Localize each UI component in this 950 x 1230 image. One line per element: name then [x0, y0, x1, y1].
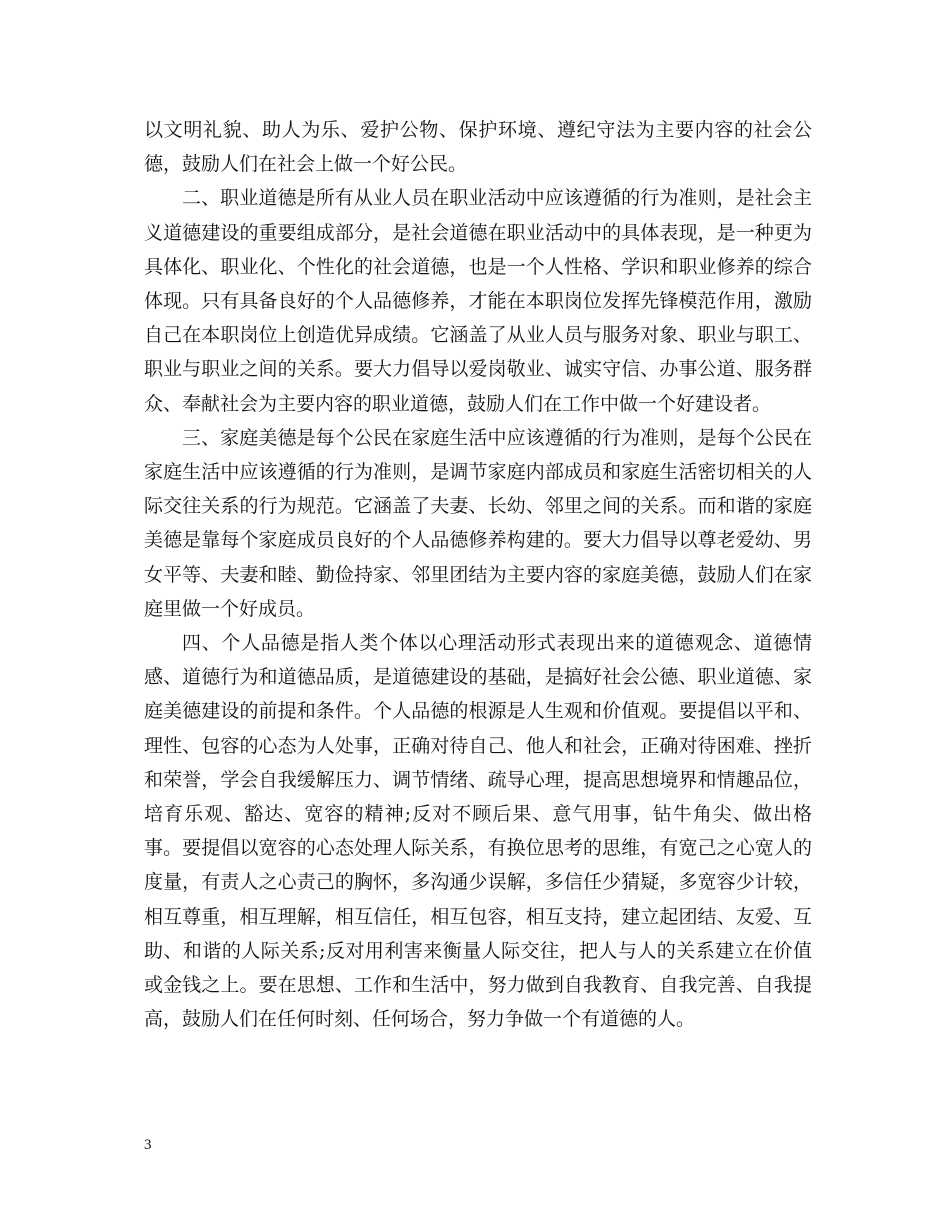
paragraph-family-virtues: 三、家庭美德是每个公民在家庭生活中应该遵循的行为准则，是每个公民在家庭生活中应该遵循的行为准则，是调节家庭内部成员和家庭生活密切相关的人际交往关系的行为规范。它涵盖了夫妻、长幼、邻里之间的关系。而和谐的家庭美德是靠每个家庭成员良好的个人品德修养构建的。要大力倡导以尊老爱幼、男女平等、夫妻和睦、勤俭持家、邻里团结为主要内容的家庭美德，鼓励人们在家庭里做一个好成员。 — [144, 426, 812, 620]
paragraph-social-morality-continued: 以文明礼貌、助人为乐、爱护公物、保护环境、遵纪守法为主要内容的社会公德，鼓励人们在社会上做一个好公民。 — [144, 119, 812, 176]
paragraph-personal-morality: 四、个人品德是指人类个体以心理活动形式表现出来的道德观念、道德情感、道德行为和道德品质，是道德建设的基础，是搞好社会公德、职业道德、家庭美德建设的前提和条件。个人品德的根源是人生观和价值观。要提倡以平和、理性、包容的心态为人处事，正确对待自己、他人和社会，正确对待困难、挫折和荣誉，学会自我缓解压力、调节情绪、疏导心理，提高思想境界和情趣品位，培育乐观、豁达、宽容的精神;反对不顾后果、意气用事，钻牛角尖、做出格事。要提倡以宽容的心态处理人际关系，有换位思考的思维，有宽己之心宽人的度量，有责人之心责己的胸怀，多沟通少误解，多信任少猜疑，多宽容少计较，相互尊重，相互理解，相互信任，相互包容，相互支持，建立起团结、友爱、互助、和谐的人际关系;反对用利害来衡量人际交往，把人与人的关系建立在价值或金钱之上。要在思想、工作和生活中，努力做到自我教育、自我完善、自我提高，鼓励人们在任何时刻、任何场合，努力争做一个有道德的人。 — [144, 632, 812, 1031]
page-number: 3 — [144, 1137, 152, 1153]
paragraph-professional-ethics: 二、职业道德是所有从业人员在职业活动中应该遵循的行为准则，是社会主义道德建设的重要组成部分，是社会道德在职业活动中的具体表现，是一种更为具体化、职业化、个性化的社会道德，也是一个人性格、学识和职业修养的综合体现。只有具备良好的个人品德修养，才能在本职岗位发挥先锋模范作用，激励自己在本职岗位上创造优异成绩。它涵盖了从业人员与服务对象、职业与职工、职业与职业之间的关系。要大力倡导以爱岗敬业、诚实守信、办事公道、服务群众、奉献社会为主要内容的职业道德，鼓励人们在工作中做一个好建设者。 — [144, 187, 812, 415]
body-text — [144, 113, 812, 1036]
